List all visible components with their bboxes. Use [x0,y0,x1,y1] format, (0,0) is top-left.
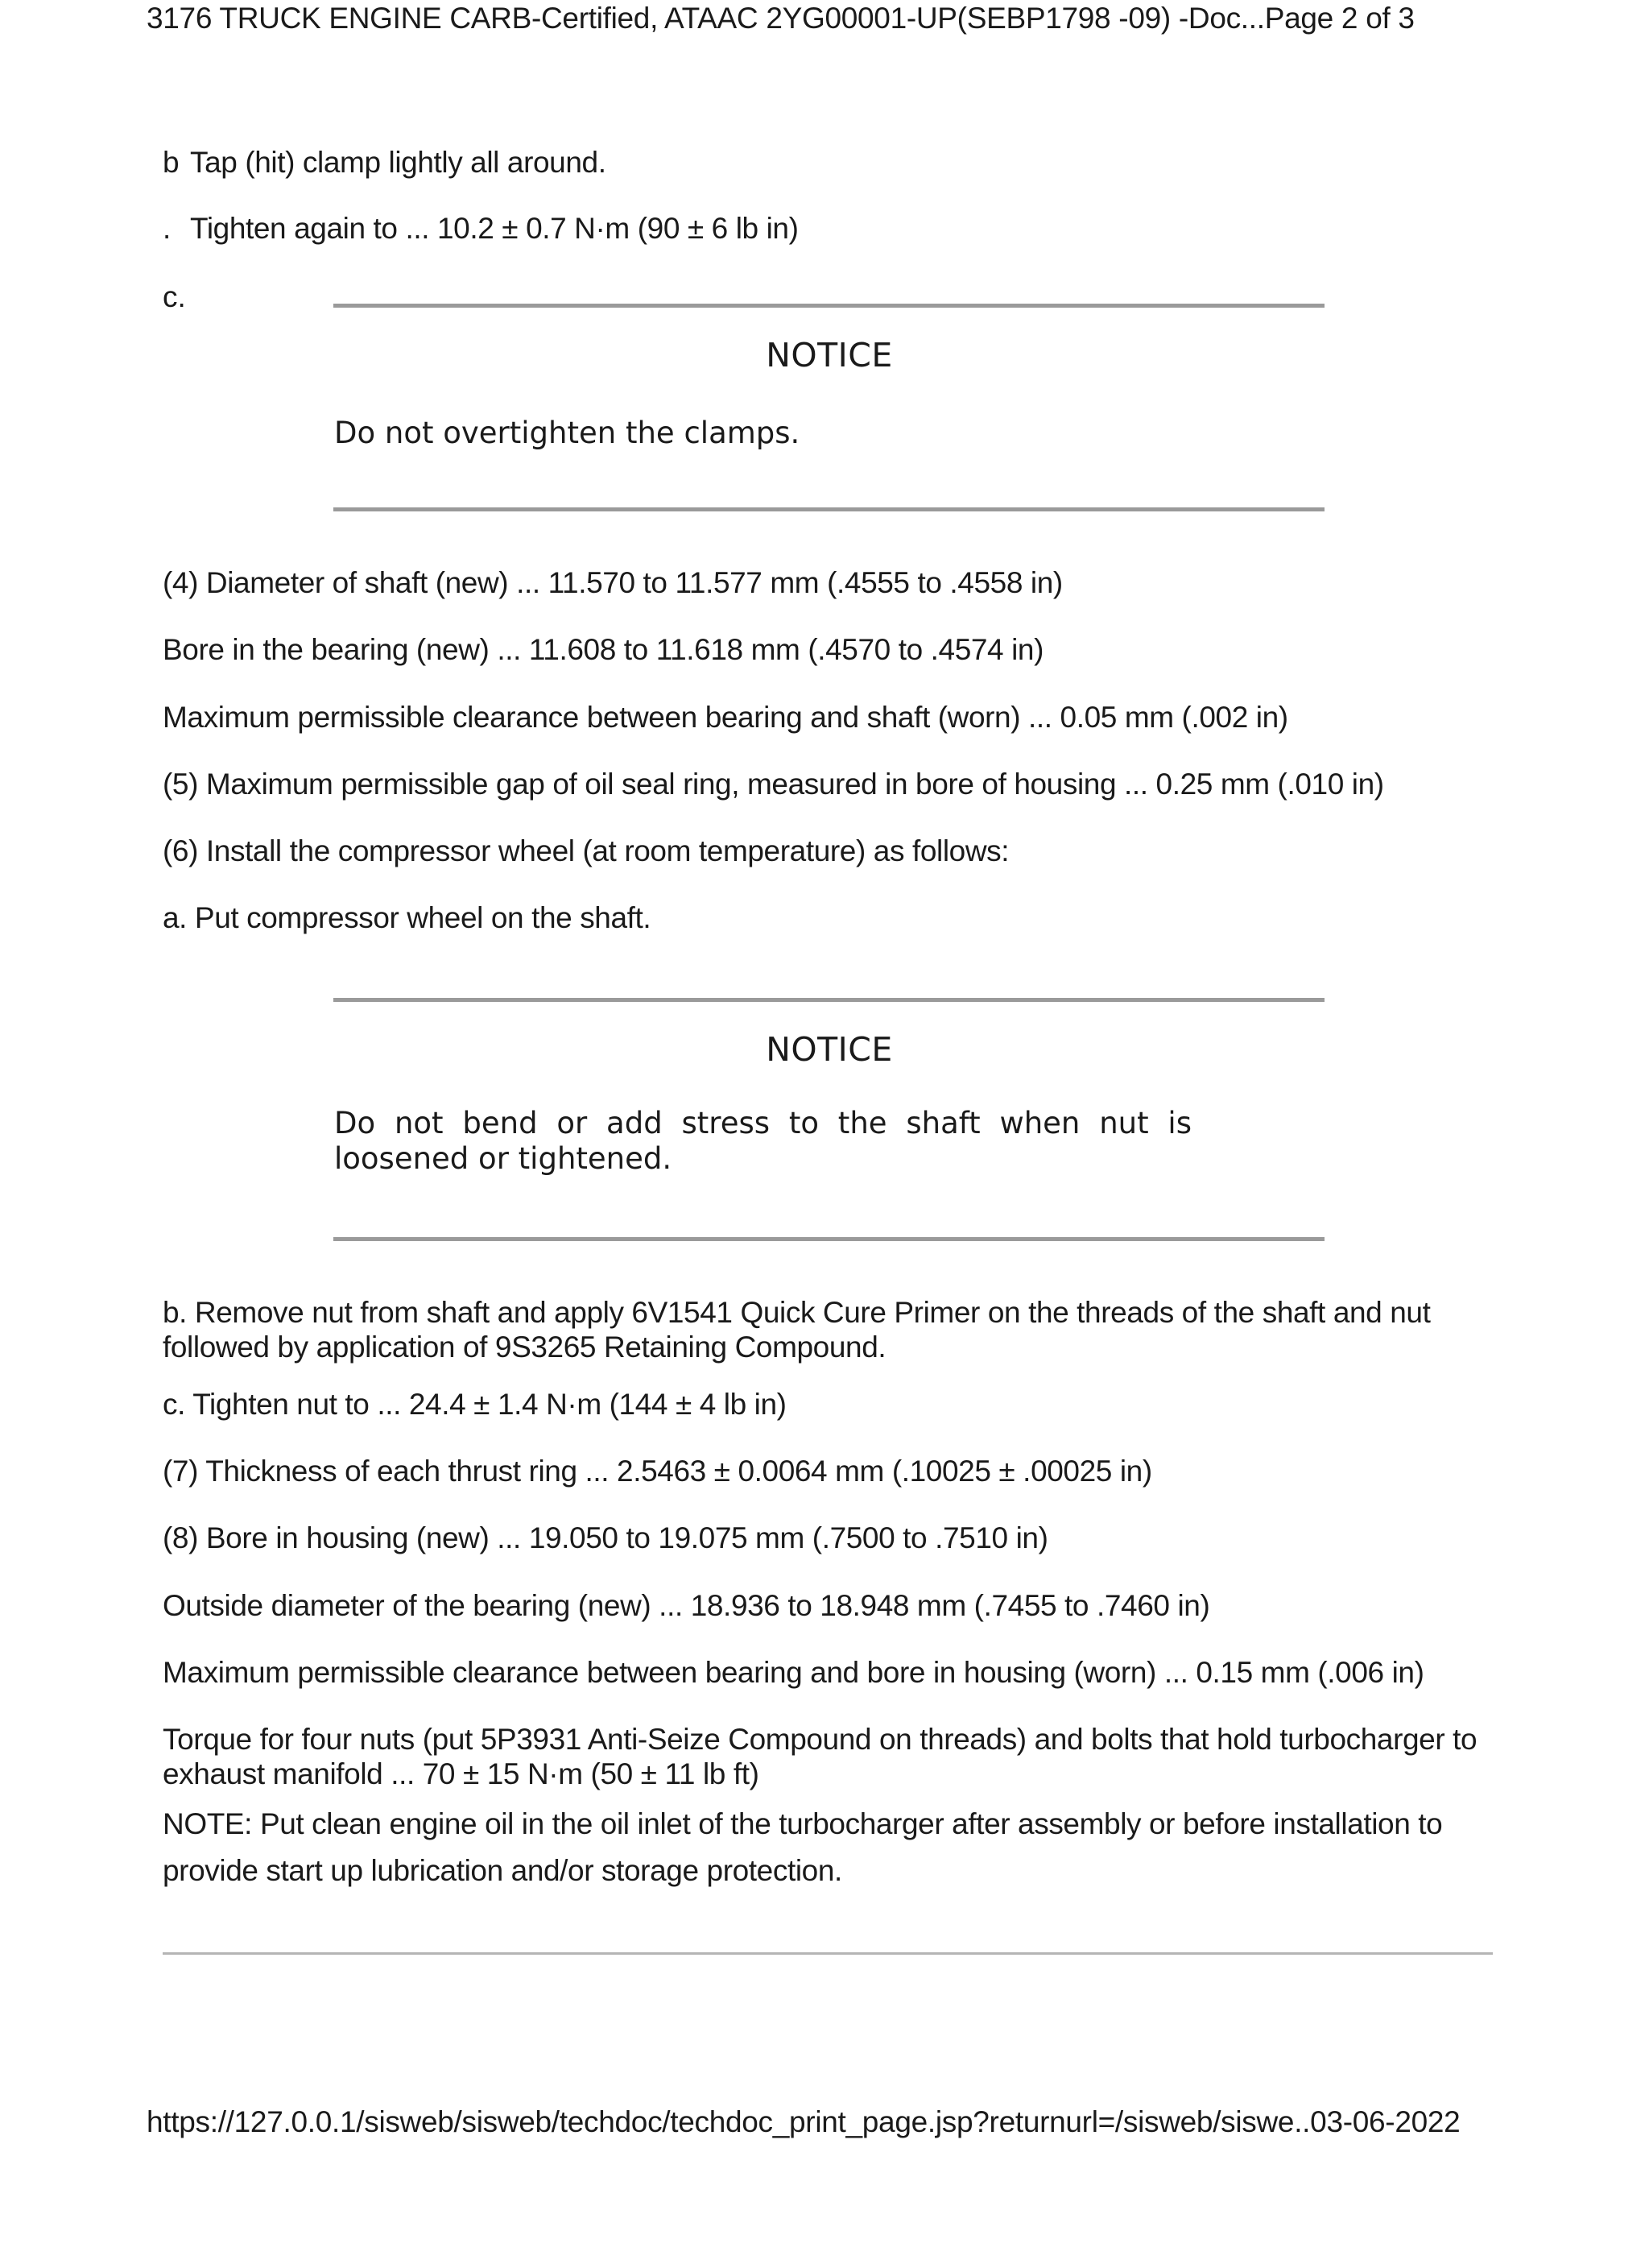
notice-body: Do not overtighten the clamps. [334,416,800,450]
spec-turbo-nut-torque: Torque for four nuts (put 5P3931 Anti-Seize Compound on threads) and bolts that hold turbocharger to exhaust manifold ... 70 ± 15 N·m (50 ± 11 lb ft) [163,1723,1477,1790]
step-tighten-again: Tighten again to ... 10.2 ± 0.7 N·m (90 ± 6 lb in) [190,212,799,245]
page-footer-url: https://127.0.0.1/sisweb/sisweb/techdoc/techdoc_print_page.jsp?returnurl=/sisweb/siswe..03-06-2022 [147,2105,1461,2138]
spec-bearing-bore: Bore in the bearing (new) ... 11.608 to 11.618 mm (.4570 to .4574 in) [163,633,1044,666]
notice-bottom-rule [333,1237,1325,1241]
spec-housing-bore: (8) Bore in housing (new) ... 19.050 to 19.075 mm (.7500 to .7510 in) [163,1521,1048,1554]
notice-bottom-rule [333,507,1325,511]
step-b-text: Tap (hit) clamp lightly all around. [190,146,606,179]
spec-shaft-diameter: (4) Diameter of shaft (new) ... 11.570 to 11.577 mm (.4555 to .4558 in) [163,566,1063,599]
step-dot: . [163,212,172,245]
section-divider [163,1952,1493,1955]
notice-title: NOTICE [766,1030,893,1069]
notice-top-rule [333,998,1325,1002]
notice-body: Do not bend or add stress to the shaft when nut is loosened or tightened. [334,1106,1192,1176]
page-header-title: 3176 TRUCK ENGINE CARB-Certified, ATAAC 2YG00001-UP(SEBP1798 -09) -Doc...Page 2 of 3 [147,2,1415,35]
step-put-compressor-wheel: a. Put compressor wheel on the shaft. [163,901,651,934]
note-oil-inlet: NOTE: Put clean engine oil in the oil inlet of the turbocharger after assembly or before installation to provide start up lubrication and/or storage protection. [163,1807,1443,1887]
step-remove-nut-apply-primer: b. Remove nut from shaft and apply 6V1541 Quick Cure Primer on the threads of the shaft and nut followed by application of 9S3265 Retaining Compound. [163,1296,1431,1364]
notice-top-rule [333,304,1325,308]
spec-bearing-housing-clearance: Maximum permissible clearance between bearing and bore in housing (worn) ... 0.15 mm (.006 in) [163,1656,1424,1689]
step-tighten-nut: c. Tighten nut to ... 24.4 ± 1.4 N·m (144 ± 4 lb in) [163,1388,787,1421]
step-b-letter: b [163,146,180,179]
spec-bearing-outside-diameter: Outside diameter of the bearing (new) ... 18.936 to 18.948 mm (.7455 to .7460 in) [163,1589,1210,1622]
notice-title: NOTICE [766,336,893,375]
step-c-letter: c. [163,280,186,313]
spec-thrust-ring-thickness: (7) Thickness of each thrust ring ... 2.5463 ± 0.0064 mm (.10025 ± .00025 in) [163,1455,1152,1488]
spec-bearing-shaft-clearance: Maximum permissible clearance between bearing and shaft (worn) ... 0.05 mm (.002 in) [163,701,1288,734]
spec-oil-seal-gap: (5) Maximum permissible gap of oil seal ring, measured in bore of housing ... 0.25 mm (.010 in) [163,768,1384,801]
spec-install-compressor-wheel: (6) Install the compressor wheel (at room temperature) as follows: [163,834,1010,867]
